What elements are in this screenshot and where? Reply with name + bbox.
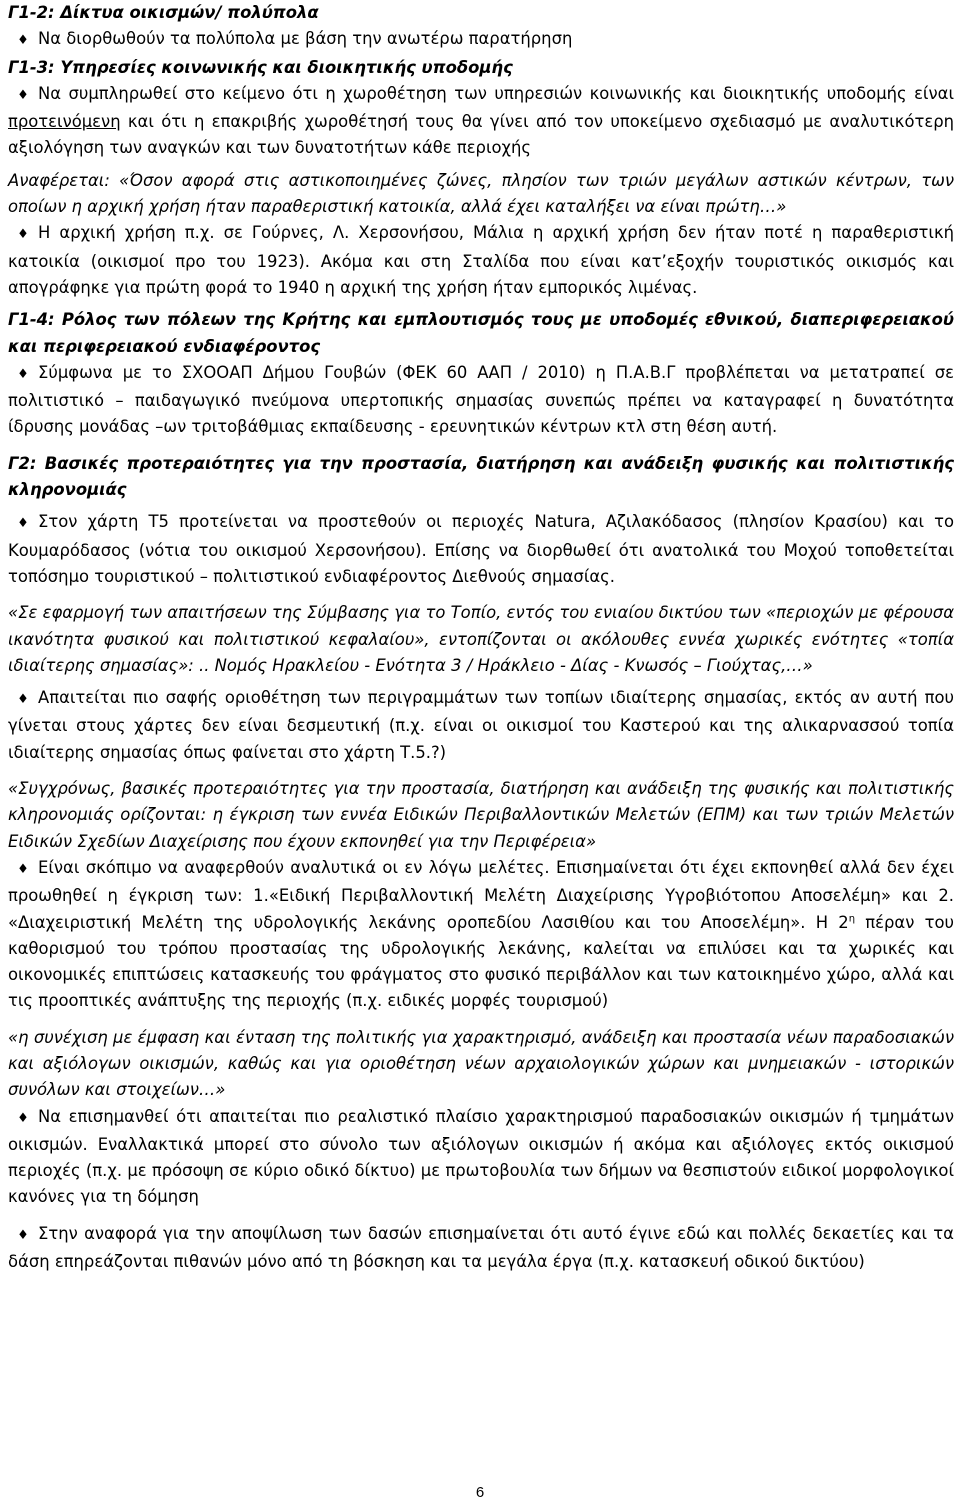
paragraph-8 (8, 1104, 954, 1211)
paragraph-6-text: Απαιτείται πιο σαφής οριοθέτηση των περιγραμμάτων των τοπίων ιδιαίτερης σημασίας, εκτός αν αυτή που γίνεται στους χάρτες δεν είναι δεσμευτική (π.χ. είναι οι οικισμοί του Καστερού και της αλικαρνασσού τοπία ιδιαίτερης σημασίας όπως φαίνεται στο χάρτη Τ.5.?) (8, 688, 954, 762)
paragraph-7-text-a: Είναι σκόπιμο να αναφερθούν αναλυτικά οι εν λόγω μελέτες. Επισημαίνεται ότι έχει εκπονηθεί αλλά δεν έχει προωθηθεί η έγκριση των: 1.«Ειδική Περιβαλλοντική Μελέτη Διαχείρισης Υγροβιότοπου Αποσελέμη» και 2. «Διαχειριστική Μελέτη της υδρολογικής λεκάνης οροπεδίου Λασιθίου και του Αποσελέμη». Η 2 (8, 857, 954, 932)
quote-2: «Σε εφαρμογή των απαιτήσεων της Σύμβασης για το Τοπίο, εντός του ενιαίου δικτύου των «περιοχών με φέρουσα ικανότητα φυσικού και πολιτιστικού κεφαλαίου», εντοπίζονται οι ακόλουθες εννέα χωρικές ενότητες «τοπία ιδιαίτερης σημασίας»: .. Νομός Ηρακλείου - Ενότητα 3 / Ηράκλειο - Δίας - Κνωσός – Γιούχτας,…» (8, 603, 954, 675)
paragraph-6 (8, 685, 954, 766)
diamond-bullet-icon: ♦ (17, 366, 29, 382)
diamond-bullet-icon: ♦ (17, 33, 29, 49)
paragraph-9-text: Στην αναφορά για την αποψίλωση των δασών επισημαίνεται ότι αυτό έγινε εδώ και πολλές δεκαετίες και τα δάση επηρεάζονται πιθανών μόνο από τη βόσκηση και τα μεγάλα έργα (π.χ. κατασκευή οδικού δικτύου) (8, 1223, 954, 1272)
quote-4: «η συνέχιση με έμφαση και ένταση της πολιτικής για χαρακτηρισμό, ανάδειξη και προστασία νέων παραδοσιακών και αξιόλογων οικισμών, καθώς και για οριοθέτηση νέων αρχαιολογικών χώρων και μνημειακών - ιστορικών συνόλων και στοιχείων…» (8, 1027, 954, 1100)
quote-1: Αναφέρεται: «Όσον αφορά στις αστικοποιημένες ζώνες, πλησίον των τριών μεγάλων αστικών κέντρων, των οποίων η αρχική χρήση ήταν παραθεριστική κατοικία, αλλά έχει καταλήξει να είναι πρώτη…» (8, 170, 954, 217)
paragraph-3-text: Η αρχική χρήση π.χ. σε Γούρνες, Λ. Χερσονήσου, Μάλια η αρχική χρήση δεν ήταν ποτέ η παραθεριστική κατοικία (οικισμοί προ του 1923). Ακόμα και στη Σταλίδα που είναι κατ’εξοχήν τουριστικός οικισμός και απογράφηκε για πρώτη φορά το 1940 η αρχική της χρήση ήταν εμπορικός λιμένας. (8, 223, 954, 297)
paragraph-3 (8, 220, 954, 301)
diamond-bullet-icon: ♦ (17, 516, 29, 532)
paragraph-2 (8, 81, 954, 162)
paragraph-5 (8, 509, 954, 590)
paragraph-5-text: Στον χάρτη Τ5 προτείνεται να προστεθούν οι περιοχές Natura, Αζιλακόδασος (πλησίον Κρασίου) και το Κουμαρόδασος (νότια του οικισμού Χερσονήσου). Επίσης να διορθωθεί ότι ανατολικά του Μοχού τοποθετείται τοπόσημο τουριστικού – πολιτιστικού ενδιαφέροντος Διεθνούς σημασίας. (8, 512, 954, 586)
heading-g1-3: Γ1-3: Υπηρεσίες κοινωνικής και διοικητικής υποδομής (8, 57, 513, 77)
heading-g2: Γ2: Βασικές προτεραιότητες για την προστασία, διατήρηση και ανάδειξη φυσικής και πολιτιστικής κληρονομιάς (8, 453, 954, 500)
heading-g1-4: Γ1-4: Ρόλος των πόλεων της Κρήτης και εμπλουτισμός τους με υποδομές εθνικού, διαπεριφερειακού και περιφερειακού ενδιαφέροντος (8, 310, 954, 356)
diamond-bullet-icon: ♦ (17, 692, 29, 708)
paragraph-9 (8, 1221, 954, 1276)
diamond-bullet-icon: ♦ (17, 1227, 29, 1243)
diamond-bullet-icon: ♦ (17, 87, 29, 103)
paragraph-2-text-a: Να συμπληρωθεί στο κείμενο ότι η χωροθέτηση των υπηρεσιών κοινωνικής και διοικητικής υποδομής είναι (38, 83, 954, 103)
paragraph-7 (8, 855, 954, 1015)
paragraph-1-text: Να διορθωθούν τα πολύπολα με βάση την ανωτέρω παρατήρηση (38, 29, 573, 49)
document-page (8, 0, 954, 1275)
paragraph-2-text-b: και ότι η επακριβής χωροθέτησή τους θα γίνει από τον υποκείμενο σχεδιασμό με αναλυτικότερη αξιολόγηση των αναγκών και των δυνατοτήτων κάθε περιοχής (8, 112, 954, 158)
paragraph-4-text: Σύμφωνα με το ΣΧΟΟΑΠ Δήμου Γουβών (ΦΕΚ 60 ΑΑΠ / 2010) η Π.Α.Β.Γ προβλέπεται να μετατραπεί σε πολιτιστικό – παιδαγωγικό πνεύμονα υπερτοπικής σημασίας συνεπώς πρέπει να καταγραφεί η δυνατότητα ίδρυσης μονάδας –ων τριτοβάθμιας εκπαίδευσης - ερευνητικών κέντρων κτλ στη θέση αυτή. (8, 362, 954, 437)
heading-g1-2: Γ1-2: Δίκτυα οικισμών/ πολύπολα (8, 3, 319, 22)
paragraph-8-text: Να επισημανθεί ότι απαιτείται πιο ρεαλιστικό πλαίσιο χαρακτηρισμού παραδοσιακών οικισμών ή τμημάτων οικισμών. Εναλλακτικά μπορεί στο σύνολο των αξιόλογων οικισμών ή ακόμα και αξιόλογες εκτός οικισμού περιοχές (π.χ. με πρόσοψη σε κύριο οδικό δίκτυο) με πρωτοβουλία των δήμων να θεσπιστούν ειδικοί μορφολογικοί κανόνες για τη δόμηση (8, 1106, 954, 1207)
diamond-bullet-icon: ♦ (17, 861, 29, 877)
diamond-bullet-icon: ♦ (17, 227, 29, 243)
diamond-bullet-icon: ♦ (17, 1110, 29, 1126)
page-number: 6 (475, 1484, 485, 1501)
paragraph-7-superscript: η (848, 913, 856, 925)
paragraph-1 (8, 26, 954, 54)
paragraph-2-underlined: προτεινόμενη (8, 112, 121, 132)
paragraph-7-text-b: πέραν του καθορισμού του τρόπου προστασίας της υδρολογικής λεκάνης, καλείται να επιλύσει και τα χωρικές και οικονομικές επιπτώσεις κατασκευής του φράγματος στο φυσικό περιβάλλον και των κατοικημένο χώρο, αλλά και τις προοπτικές ανάπτυξης της περιοχής (π.χ. ειδικές μορφές τουρισμού) (8, 912, 954, 1011)
quote-3: «Συγχρόνως, βασικές προτεραιότητες για την προστασία, διατήρηση και ανάδειξη της φυσικής και πολιτιστικής κληρονομιάς ορίζονται: η έγκριση των εννέα Ειδικών Περιβαλλοντικών Μελετών (ΕΠΜ) και των τριών Μελετών Ειδικών Σχεδίων Διαχείρισης που έχουν εκπονηθεί για την Περιφέρεια» (8, 779, 954, 851)
paragraph-4 (8, 360, 954, 441)
